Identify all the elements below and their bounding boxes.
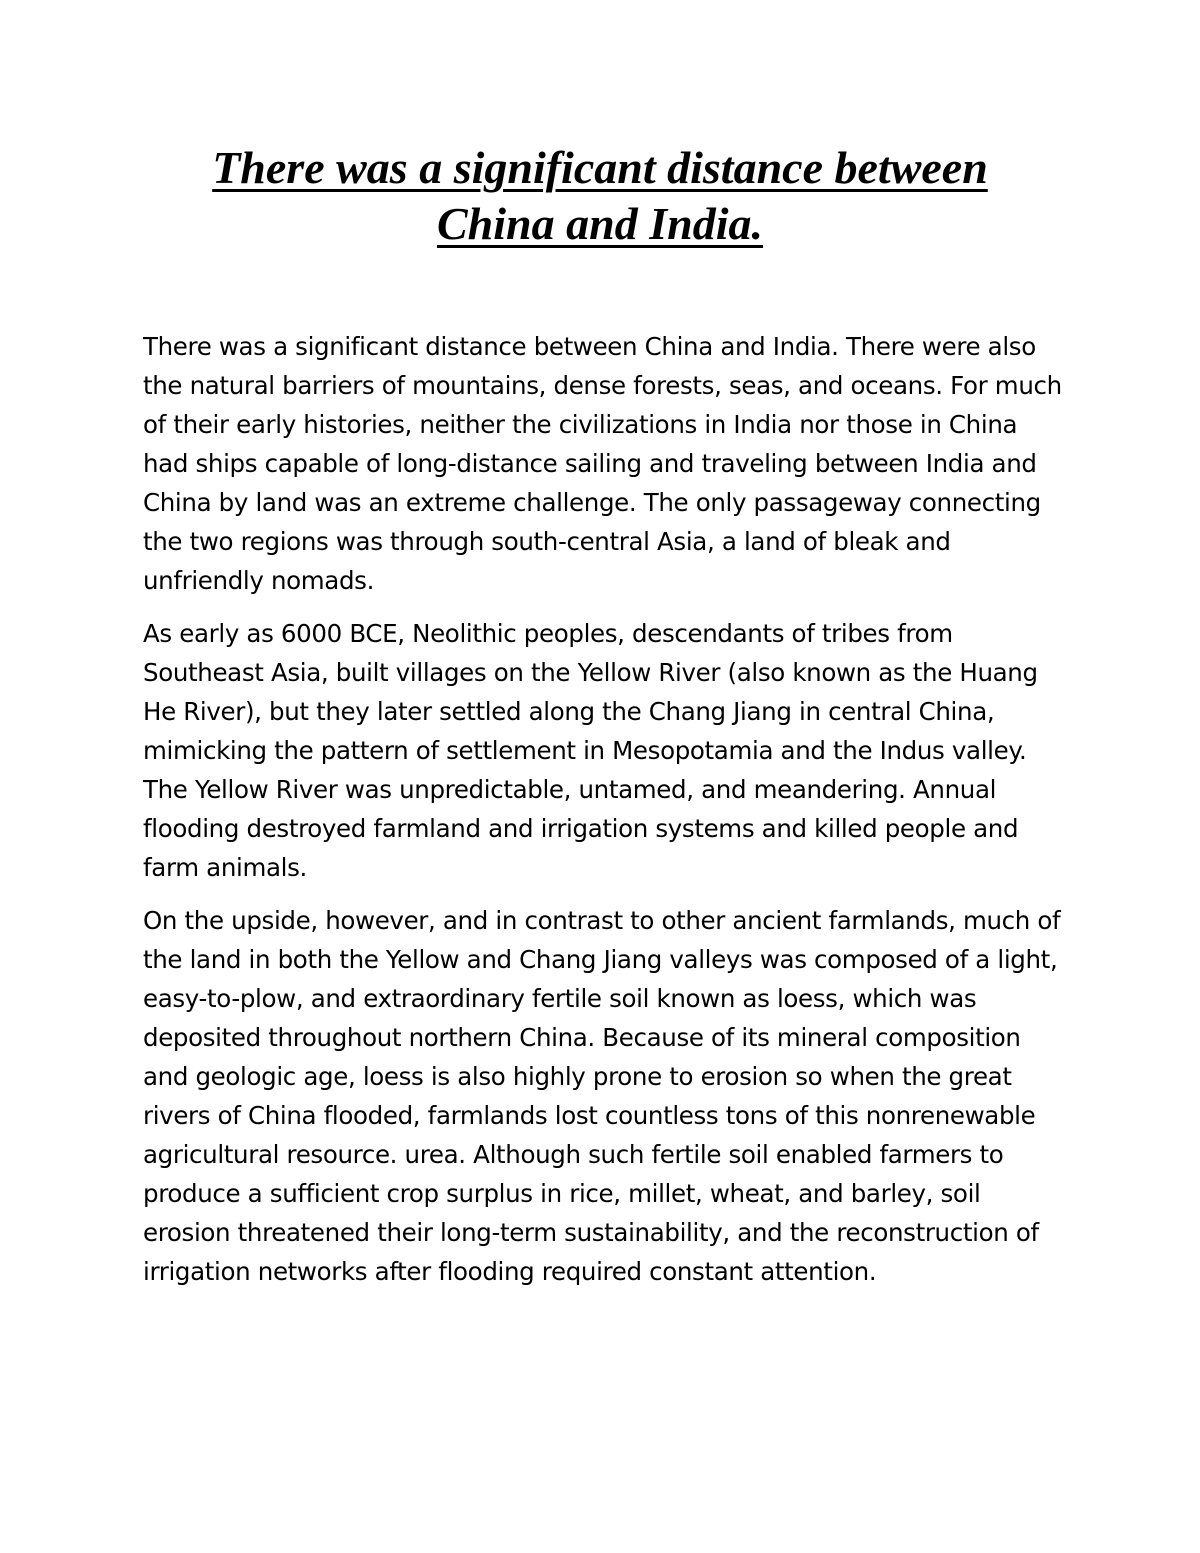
paragraph-2: As early as 6000 BCE, Neolithic peoples, descendants of tribes from Southeast Asia, built villages on the Yellow River (also known as the Huang He River), but they later settled along the Chang Jiang in central China, mimicking the pattern of settlement in Mesopotamia and the Indus valley. The Yellow River was unpredictable, untamed, and meandering. Annual flooding destroyed farmland and irrigation systems and killed people and farm animals. (143, 619, 1038, 882)
document-body (143, 327, 1063, 1305)
document-title: There was a significant distance between China and India. (212, 142, 988, 249)
paragraph-3: On the upside, however, and in contrast to other ancient farmlands, much of the land in both the Yellow and Chang Jiang valleys was composed of a light, easy-to-plow, and extraordinary fertile soil known as loess, which was deposited throughout northern China. Because of its mineral composition and geologic age, loess is also highly prone to erosion so when the great rivers of China flooded, farmlands lost countless tons of this nonrenewable agricultural resource. urea. Although such fertile soil enabled farmers to produce a sufficient crop surplus in rice, millet, wheat, and barley, soil erosion threatened their long-term sustainability, and the reconstruction of irrigation networks after flooding required constant attention. (143, 906, 1061, 1286)
paragraph-1: There was a significant distance between China and India. There were also the natural barriers of mountains, dense forests, seas, and oceans. For much of their early histories, neither the civilizations in India nor those in China had ships capable of long-distance sailing and traveling between India and China by land was an extreme challenge. The only passageway connecting the two regions was through south-central Asia, a land of bleak and unfriendly nomads. (143, 332, 1062, 595)
